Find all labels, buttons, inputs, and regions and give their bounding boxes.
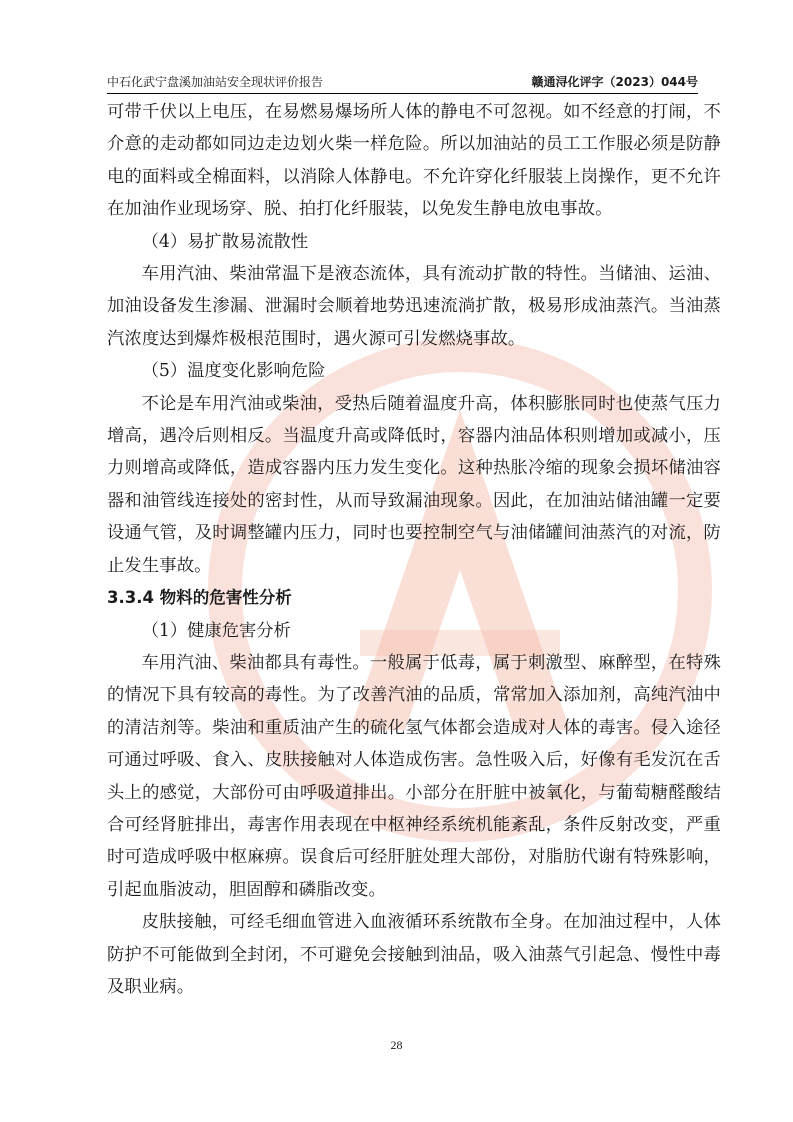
header-report-title: 中石化武宁盘溪加油站安全现状评价报告 xyxy=(107,75,324,89)
body-paragraph: 可带千伏以上电压，在易燃易爆场所人体的静电不可忽视。如不经意的打闹，不介意的走动都如同边走边划火柴一样危险。所以加油站的员工工作服必须是防静电的面料或全棉面料，以消除人体静电。不允许穿化纤服装上岗操作，更不允许在加油作业现场穿、脱、拍打化纤服装，以免发生静电放电事故。 xyxy=(107,102,721,220)
body-paragraph: 皮肤接触，可经毛细血管进入血液循环系统散布全身。在加油过程中，人体防护不可能做到全封闭，不可避免会接触到油品，吸入油蒸气引起急、慢性中毒及职业病。 xyxy=(107,912,721,997)
document-body xyxy=(107,96,721,1003)
body-paragraph: 车用汽油、柴油都具有毒性。一般属于低毒，属于刺激型、麻醉型，在特殊的情况下具有较高的毒性。为了改善汽油的品质，常常加入添加剂，高纯汽油中的清洁剂等。柴油和重质油产生的硫化氢气体都会造成对人体的毒害。侵入途径可通过呼吸、食入、皮肤接触对人体造成伤害。急性吸入后，好像有毛发沉在舌头上的感觉，大部份可由呼吸道排出。小部分在肝脏中被氧化，与葡萄糖醛酸结合可经肾脏排出，毒害作用表现在中枢神经系统机能紊乱，条件反射改变，严重时可造成呼吸中枢麻痹。误食后可经肝脏处理大部份，对脂肪代谢有特殊影响，引起血脂波动，胆固醇和磷脂改变。 xyxy=(107,652,721,900)
body-paragraph: 车用汽油、柴油常温下是液态流体，具有流动扩散的特性。当储油、运油、加油设备发生渗漏、泄漏时会顺着地势迅速流淌扩散，极易形成油蒸汽。当油蒸汽浓度达到爆炸极根范围时，遇火源可引发燃烧事故。 xyxy=(107,264,721,349)
subsection-title: （5）温度变化影响危险 xyxy=(141,361,326,382)
page-header xyxy=(107,68,698,94)
body-paragraph: 不论是车用汽油或柴油，受热后随着温度升高，体积膨胀同时也使蒸气压力增高，遇冷后则相反。当温度升高或降低时，容器内油品体积则增加或减小，压力则增高或降低，造成容器内压力发生变化。这种热胀冷缩的现象会损坏储油容器和油管线连接处的密封性，从而导致漏油现象。因此，在加油站储油罐一定要设通气管，及时调整罐内压力，同时也要控制空气与油储罐间油蒸汽的对流，防止发生事故。 xyxy=(107,393,721,576)
header-report-number: 赣通浔化评字（2023）044号 xyxy=(531,75,698,89)
subsection-title: （1）健康危害分析 xyxy=(141,620,291,641)
section-heading: 3.3.4 物料的危害性分析 xyxy=(107,588,292,608)
page-number: 28 xyxy=(390,1038,403,1052)
subsection-title: （4）易扩散易流散性 xyxy=(141,231,309,252)
